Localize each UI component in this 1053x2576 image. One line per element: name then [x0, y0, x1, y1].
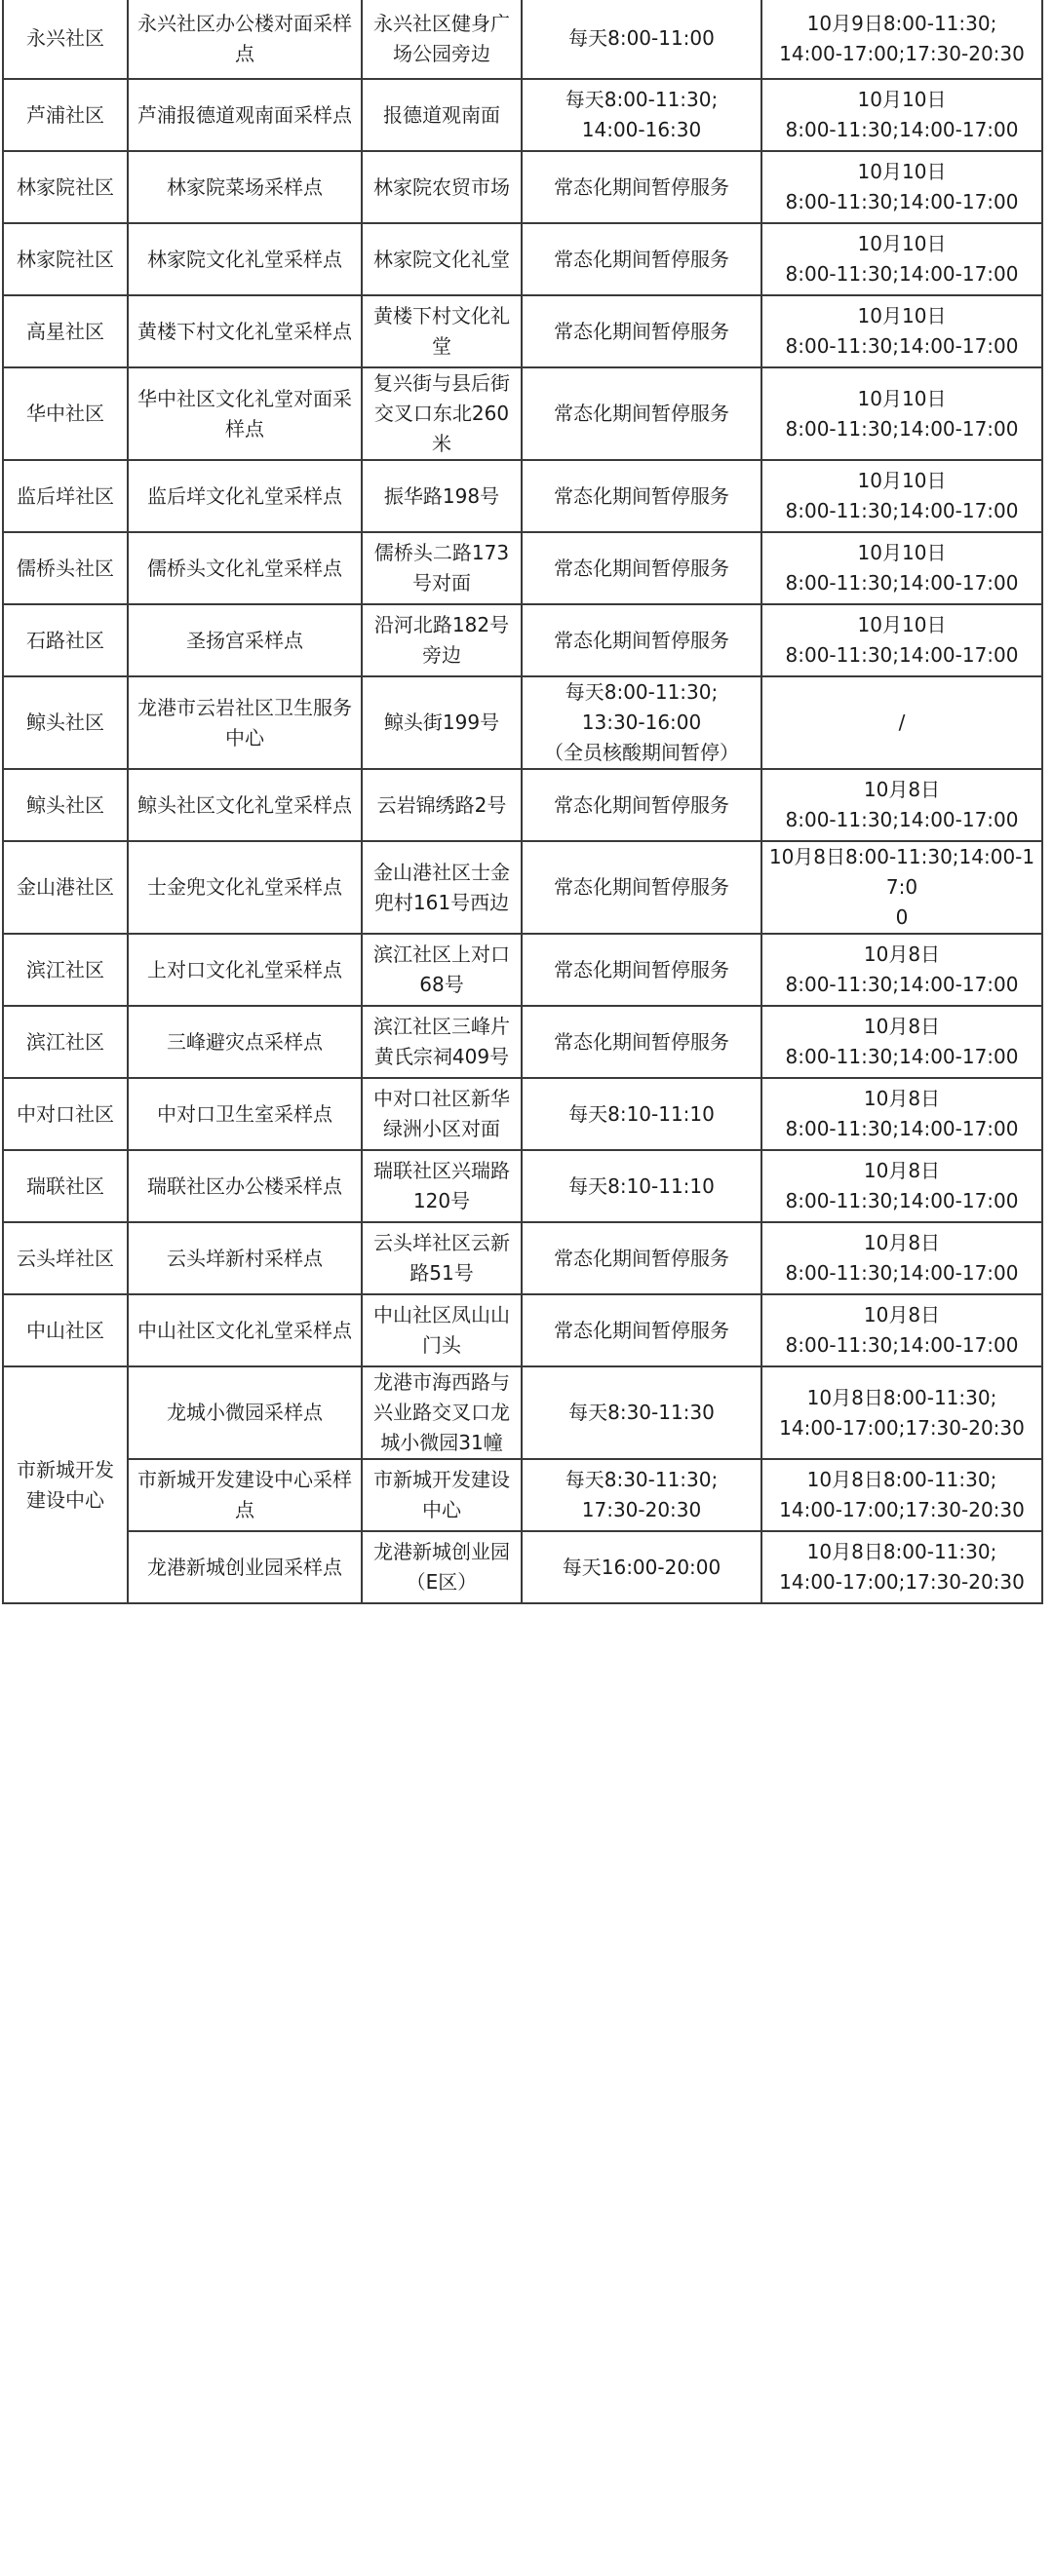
hours-cell: [522, 1150, 761, 1222]
schedule-cell-line: 10月8日8:00-11:30;: [806, 1385, 997, 1409]
hours-cell: [522, 532, 761, 604]
address-cell: 金山港社区士金兜村161号西边: [362, 841, 522, 934]
district-cell: 儒桥头社区: [3, 532, 128, 604]
address-cell: 振华路198号: [362, 460, 522, 532]
table-row: [3, 841, 1042, 934]
schedule-cell: [761, 1078, 1042, 1150]
schedule-cell: [761, 295, 1042, 367]
schedule-cell-line: 10月8日: [863, 942, 941, 966]
district-cell: 林家院社区: [3, 223, 128, 295]
district-cell: 市新城开发建设中心: [3, 1366, 128, 1603]
address-cell: 龙港新城创业园（E区）: [362, 1531, 522, 1603]
schedule-cell: [761, 769, 1042, 841]
schedule-cell-line: 8:00-11:30;14:00-17:00: [785, 190, 1019, 213]
address-cell: 黄楼下村文化礼堂: [362, 295, 522, 367]
site-name-cell: 云头垟新村采样点: [128, 1222, 362, 1294]
table-row: [3, 1459, 1042, 1531]
schedule-cell-line: 14:00-17:00;17:30-20:30: [779, 1498, 1025, 1521]
schedule-cell: [761, 1150, 1042, 1222]
sampling-sites-table: [2, 0, 1043, 1604]
schedule-cell-line: 10月9日8:00-11:30;: [806, 11, 997, 35]
schedule-cell: [761, 532, 1042, 604]
schedule-cell-line: 10月10日: [857, 160, 947, 183]
site-name-cell: 林家院文化礼堂采样点: [128, 223, 362, 295]
schedule-cell-line: 8:00-11:30;14:00-17:00: [785, 262, 1019, 286]
table-body: [3, 0, 1042, 1603]
hours-cell-line: 常态化期间暂停服务: [554, 247, 729, 271]
site-name-cell: 中山社区文化礼堂采样点: [128, 1294, 362, 1366]
district-cell: 监后垟社区: [3, 460, 128, 532]
district-cell: 石路社区: [3, 604, 128, 676]
schedule-cell-line: 10月8日: [863, 1303, 941, 1326]
district-cell: 滨江社区: [3, 934, 128, 1006]
address-cell: 永兴社区健身广场公园旁边: [362, 0, 522, 79]
schedule-cell: [761, 79, 1042, 151]
schedule-cell-line: 14:00-17:00;17:30-20:30: [779, 1415, 1025, 1440]
schedule-cell: [761, 151, 1042, 223]
hours-cell-line: 常态化期间暂停服务: [554, 875, 729, 899]
site-name-cell: 儒桥头文化礼堂采样点: [128, 532, 362, 604]
district-cell: 永兴社区: [3, 0, 128, 79]
schedule-cell-line: 10月10日: [857, 304, 947, 327]
address-cell: 云头垟社区云新路51号: [362, 1222, 522, 1294]
hours-cell: [522, 1222, 761, 1294]
schedule-cell: [761, 223, 1042, 295]
hours-cell-line: 每天8:00-11:00: [568, 26, 715, 50]
schedule-cell-line: 0: [895, 905, 909, 929]
address-cell: 复兴街与县后街交叉口东北260米: [362, 367, 522, 460]
site-name-cell: 黄楼下村文化礼堂采样点: [128, 295, 362, 367]
schedule-cell: [761, 1459, 1042, 1531]
schedule-cell-line: 8:00-11:30;14:00-17:00: [785, 1045, 1019, 1068]
site-name-cell: 瑞联社区办公楼采样点: [128, 1150, 362, 1222]
address-cell: 瑞联社区兴瑞路120号: [362, 1150, 522, 1222]
address-cell: 中对口社区新华绿洲小区对面: [362, 1078, 522, 1150]
hours-cell-line: 常态化期间暂停服务: [554, 556, 729, 580]
schedule-cell: [761, 604, 1042, 676]
site-name-cell: 士金兜文化礼堂采样点: [128, 841, 362, 934]
table-row: [3, 1294, 1042, 1366]
hours-cell: [522, 151, 761, 223]
site-name-cell: 永兴社区办公楼对面采样点: [128, 0, 362, 79]
site-name-cell: 芦浦报德道观南面采样点: [128, 79, 362, 151]
table-row: [3, 1006, 1042, 1078]
site-name-cell: 鲸头社区文化礼堂采样点: [128, 769, 362, 841]
table-row: [3, 460, 1042, 532]
schedule-cell-line: 8:00-11:30;14:00-17:00: [785, 643, 1019, 667]
site-name-cell: 中对口卫生室采样点: [128, 1078, 362, 1150]
schedule-cell-line: 8:00-11:30;14:00-17:00: [785, 416, 1019, 441]
table-row: [3, 0, 1042, 79]
schedule-cell-line: 10月8日: [863, 1231, 941, 1254]
site-name-cell: 上对口文化礼堂采样点: [128, 934, 362, 1006]
schedule-cell-line: 10月8日: [863, 1087, 941, 1110]
hours-cell: [522, 676, 761, 769]
district-cell: 中对口社区: [3, 1078, 128, 1150]
schedule-cell-line: 10月8日: [863, 1015, 941, 1038]
site-name-cell: 市新城开发建设中心采样点: [128, 1459, 362, 1531]
hours-cell: [522, 769, 761, 841]
site-name-cell: 龙港市云岩社区卫生服务中心: [128, 676, 362, 769]
schedule-cell-line: 10月10日: [857, 386, 947, 410]
hours-cell-line: 常态化期间暂停服务: [554, 174, 729, 199]
hours-cell-line: 14:00-16:30: [581, 118, 702, 141]
address-cell: 林家院农贸市场: [362, 151, 522, 223]
schedule-cell-line: 8:00-11:30;14:00-17:00: [785, 571, 1019, 595]
hours-cell-line: 常态化期间暂停服务: [554, 792, 729, 817]
hours-cell: [522, 1531, 761, 1603]
site-name-cell: 三峰避灾点采样点: [128, 1006, 362, 1078]
schedule-cell-line: 10月10日: [857, 541, 947, 564]
schedule-cell-line: 10月10日: [857, 469, 947, 492]
table-row: [3, 934, 1042, 1006]
schedule-cell-line: 10月8日: [863, 778, 941, 801]
schedule-cell-line: 8:00-11:30;14:00-17:00: [785, 334, 1019, 358]
hours-cell-line: 每天8:10-11:10: [568, 1101, 715, 1126]
schedule-cell-line: 8:00-11:30;14:00-17:00: [785, 1117, 1019, 1140]
hours-cell-line: 常态化期间暂停服务: [554, 319, 729, 343]
table-row: [3, 223, 1042, 295]
site-name-cell: 监后垟文化礼堂采样点: [128, 460, 362, 532]
address-cell: 市新城开发建设中心: [362, 1459, 522, 1531]
address-cell: 林家院文化礼堂: [362, 223, 522, 295]
hours-cell: [522, 934, 761, 1006]
hours-cell-line: 常态化期间暂停服务: [554, 402, 729, 425]
schedule-cell-line: 10月8日: [863, 1159, 941, 1182]
district-cell: 林家院社区: [3, 151, 128, 223]
hours-cell-line: 常态化期间暂停服务: [554, 957, 729, 981]
schedule-cell-line: 8:00-11:30;14:00-17:00: [785, 1189, 1019, 1212]
schedule-cell: [761, 1222, 1042, 1294]
address-cell: 儒桥头二路173号对面: [362, 532, 522, 604]
hours-cell-line: 13:30-16:00: [581, 711, 702, 734]
district-cell: 鲸头社区: [3, 676, 128, 769]
hours-cell-line: 常态化期间暂停服务: [554, 1318, 729, 1342]
schedule-cell-line: 10月8日8:00-11:30;14:00-17:0: [768, 845, 1035, 899]
schedule-cell-line: 14:00-17:00;17:30-20:30: [779, 41, 1025, 65]
site-name-cell: 林家院菜场采样点: [128, 151, 362, 223]
hours-cell: [522, 604, 761, 676]
table-row: [3, 295, 1042, 367]
table-row: [3, 1150, 1042, 1222]
hours-cell-line: 每天8:30-11:30: [568, 1401, 715, 1424]
schedule-cell: [761, 460, 1042, 532]
schedule-cell-line: 10月8日8:00-11:30;: [806, 1468, 997, 1491]
schedule-cell: [761, 676, 1042, 769]
district-cell: 滨江社区: [3, 1006, 128, 1078]
hours-cell-line: 常态化期间暂停服务: [554, 1029, 729, 1054]
site-name-cell: 龙港新城创业园采样点: [128, 1531, 362, 1603]
address-cell: 中山社区凤山山门头: [362, 1294, 522, 1366]
table-row: [3, 79, 1042, 151]
table-row: [3, 1366, 1042, 1459]
schedule-cell: [761, 841, 1042, 934]
schedule-cell: [761, 934, 1042, 1006]
hours-cell-line: 常态化期间暂停服务: [554, 1246, 729, 1270]
schedule-cell-line: 14:00-17:00;17:30-20:30: [779, 1570, 1025, 1594]
hours-cell-line: 每天8:10-11:10: [568, 1173, 715, 1198]
schedule-cell: [761, 1006, 1042, 1078]
schedule-cell-line: 8:00-11:30;14:00-17:00: [785, 499, 1019, 522]
schedule-cell-line: 8:00-11:30;14:00-17:00: [785, 118, 1019, 141]
table-row: [3, 604, 1042, 676]
table-row: [3, 1078, 1042, 1150]
table-row: [3, 532, 1042, 604]
schedule-cell: [761, 0, 1042, 79]
hours-cell-line: 17:30-20:30: [581, 1498, 702, 1521]
table-row: [3, 676, 1042, 769]
district-cell: 云头垟社区: [3, 1222, 128, 1294]
table-row: [3, 769, 1042, 841]
address-cell: 报德道观南面: [362, 79, 522, 151]
schedule-cell: [761, 1294, 1042, 1366]
schedule-cell: [761, 1531, 1042, 1603]
schedule-cell-line: /: [898, 711, 906, 734]
hours-cell: [522, 1459, 761, 1531]
district-cell: 金山港社区: [3, 841, 128, 934]
hours-cell: [522, 223, 761, 295]
schedule-cell: [761, 1366, 1042, 1459]
hours-cell-line: 每天16:00-20:00: [562, 1555, 722, 1579]
site-name-cell: 华中社区文化礼堂对面采样点: [128, 367, 362, 460]
hours-cell: [522, 1366, 761, 1459]
hours-cell-line: 常态化期间暂停服务: [554, 628, 729, 652]
table-row: [3, 151, 1042, 223]
schedule-cell-line: 10月10日: [857, 88, 947, 111]
hours-cell: [522, 460, 761, 532]
hours-cell: [522, 367, 761, 460]
address-cell: 云岩锦绣路2号: [362, 769, 522, 841]
schedule-cell: [761, 367, 1042, 460]
district-cell: 高星社区: [3, 295, 128, 367]
address-cell: 龙港市海西路与兴业路交叉口龙城小微园31幢: [362, 1366, 522, 1459]
address-cell: 沿河北路182号旁边: [362, 604, 522, 676]
district-cell: 中山社区: [3, 1294, 128, 1366]
schedule-cell-line: 8:00-11:30;14:00-17:00: [785, 1333, 1019, 1357]
address-cell: 滨江社区上对口68号: [362, 934, 522, 1006]
hours-cell: [522, 1006, 761, 1078]
hours-cell: [522, 0, 761, 79]
address-cell: 滨江社区三峰片黄氏宗祠409号: [362, 1006, 522, 1078]
schedule-cell-line: 10月8日8:00-11:30;: [806, 1540, 997, 1563]
hours-cell: [522, 1078, 761, 1150]
hours-cell-line: 常态化期间暂停服务: [554, 483, 729, 508]
hours-cell: [522, 841, 761, 934]
table-row: [3, 367, 1042, 460]
table-row: [3, 1222, 1042, 1294]
district-cell: 瑞联社区: [3, 1150, 128, 1222]
district-cell: 鲸头社区: [3, 769, 128, 841]
hours-cell: [522, 1294, 761, 1366]
hours-cell-line: 每天8:00-11:30;: [565, 680, 719, 704]
hours-cell-line: 每天8:30-11:30;: [565, 1468, 719, 1491]
site-name-cell: 龙城小微园采样点: [128, 1366, 362, 1459]
schedule-cell-line: 8:00-11:30;14:00-17:00: [785, 808, 1019, 831]
hours-cell: [522, 295, 761, 367]
hours-cell-line: （全员核酸期间暂停）: [544, 741, 739, 764]
district-cell: 华中社区: [3, 367, 128, 460]
hours-cell-line: 每天8:00-11:30;: [565, 88, 719, 111]
schedule-cell-line: 8:00-11:30;14:00-17:00: [785, 1261, 1019, 1285]
schedule-cell-line: 8:00-11:30;14:00-17:00: [785, 973, 1019, 996]
table-row: [3, 1531, 1042, 1603]
schedule-cell-line: 10月10日: [857, 232, 947, 255]
district-cell: 芦浦社区: [3, 79, 128, 151]
address-cell: 鲸头街199号: [362, 676, 522, 769]
hours-cell: [522, 79, 761, 151]
schedule-cell-line: 10月10日: [857, 613, 947, 636]
site-name-cell: 圣扬宫采样点: [128, 604, 362, 676]
